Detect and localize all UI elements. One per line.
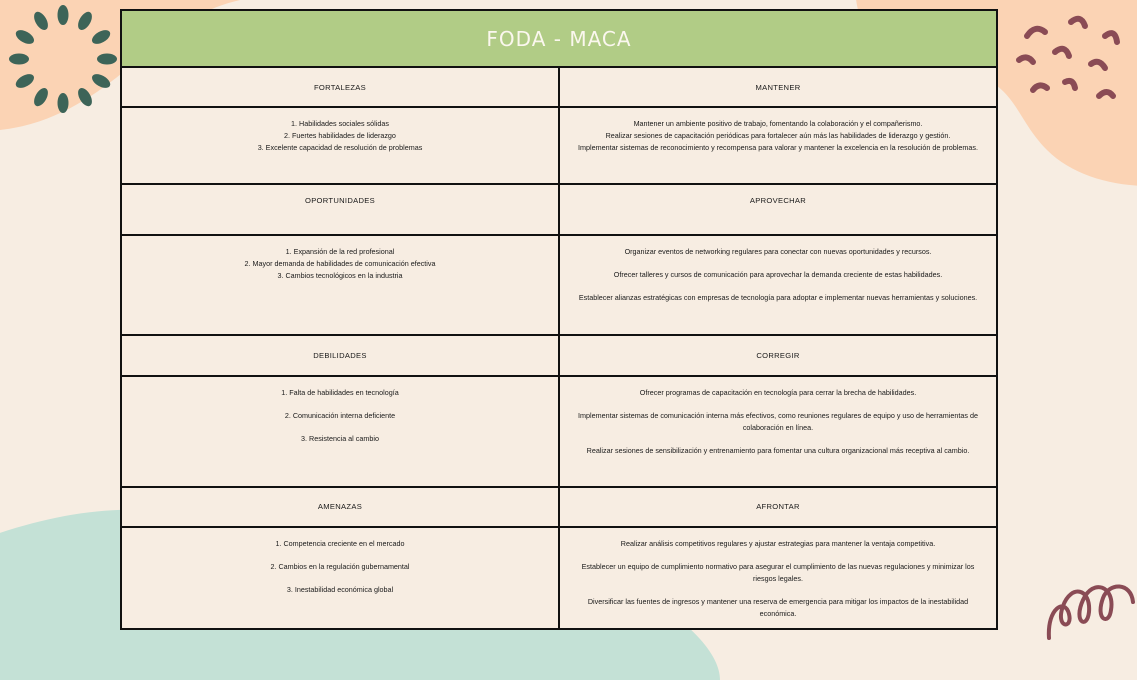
list-item: 2. Comunicación interna deficiente <box>284 410 396 420</box>
fortalezas-list <box>121 107 559 184</box>
list-item: 3. Cambios tecnológicos en la industria <box>277 271 403 281</box>
header-fortalezas: FORTALEZAS <box>121 67 559 107</box>
list-item: Organizar eventos de networking regulares para conectar con nuevas oportunidades y recursos. <box>624 247 932 257</box>
section-header-row <box>121 67 997 107</box>
header-oportunidades: OPORTUNIDADES <box>121 184 559 235</box>
list-item: Realizar sesiones de sensibilización y entrenamiento para fomentar una cultura organizacional más receptiva al cambio. <box>586 445 970 455</box>
list-item: 1. Habilidades sociales sólidas <box>291 119 389 129</box>
list-item: 1. Competencia creciente en el mercado <box>275 538 405 548</box>
list-item: Diversificar las fuentes de ingresos y mantener una reserva de emergencia para mitigar los impactos de la inestabilidad económica. <box>587 596 969 618</box>
header-afrontar: AFRONTAR <box>559 487 997 527</box>
list-item: 3. Resistencia al cambio <box>301 433 379 443</box>
list-item: Implementar sistemas de reconocimiento y recompensa para valorar y mantener la excelencia en la resolución de problemas. <box>578 143 978 153</box>
title-row <box>121 10 997 67</box>
list-item: Mantener un ambiente positivo de trabajo, fomentando la colaboración y el compañerismo. <box>633 119 923 129</box>
list-item: 2. Cambios en la regulación gubernamental <box>270 561 410 571</box>
header-amenazas: AMENAZAS <box>121 487 559 527</box>
swot-table <box>120 9 998 630</box>
amenazas-list <box>121 527 559 629</box>
header-aprovechar: APROVECHAR <box>559 184 997 235</box>
list-item: Establecer alianzas estratégicas con empresas de tecnología para adoptar e implementar nuevas herramientas y soluciones. <box>578 293 978 303</box>
section-content-row <box>121 235 997 335</box>
corregir-list <box>559 376 997 487</box>
spiral-icon <box>1043 568 1135 640</box>
swot-table-container <box>120 9 998 630</box>
afrontar-list <box>559 527 997 629</box>
list-item: Realizar sesiones de capacitación periódicas para fortalecer aún más las habilidades de liderazgo y gestión. <box>605 131 951 141</box>
page-title: FODA - MACA <box>121 10 997 67</box>
section-header-row <box>121 487 997 527</box>
section-header-row <box>121 335 997 375</box>
list-item: Establecer un equipo de cumplimiento normativo para asegurar el cumplimiento de las nuevas regulaciones y minimizar los riesgos legales. <box>581 561 975 583</box>
section-header-row <box>121 184 997 235</box>
section-content-row <box>121 107 997 184</box>
list-item: 3. Excelente capacidad de resolución de problemas <box>257 143 423 153</box>
sun-leaves-icon <box>8 4 118 114</box>
list-item: 1. Falta de habilidades en tecnología <box>281 387 399 397</box>
list-item: 2. Mayor demanda de habilidades de comunicación efectiva <box>244 259 436 269</box>
oportunidades-list <box>121 235 559 335</box>
list-item: 1. Expansión de la red profesional <box>285 247 395 257</box>
header-mantener: MANTENER <box>559 67 997 107</box>
list-item: Ofrecer talleres y cursos de comunicación para aprovechar la demanda creciente de estas habilidades. <box>613 270 943 280</box>
aprovechar-list <box>559 235 997 335</box>
mantener-list <box>559 107 997 184</box>
header-corregir: CORREGIR <box>559 335 997 375</box>
header-debilidades: DEBILIDADES <box>121 335 559 375</box>
list-item: 2. Fuertes habilidades de liderazgo <box>284 131 396 141</box>
list-item: Realizar análisis competitivos regulares y ajustar estrategias para mantener la ventaja competitiva. <box>620 538 936 548</box>
brush-marks-icon <box>1007 8 1127 108</box>
debilidades-list <box>121 376 559 487</box>
list-item: 3. Inestabilidad económica global <box>286 584 394 594</box>
section-content-row <box>121 376 997 487</box>
section-content-row <box>121 527 997 629</box>
list-item: Ofrecer programas de capacitación en tecnología para cerrar la brecha de habilidades. <box>639 387 917 397</box>
list-item: Implementar sistemas de comunicación interna más efectivos, como reuniones regulares de equipo y uso de herramientas de colaboración en línea. <box>578 410 978 432</box>
